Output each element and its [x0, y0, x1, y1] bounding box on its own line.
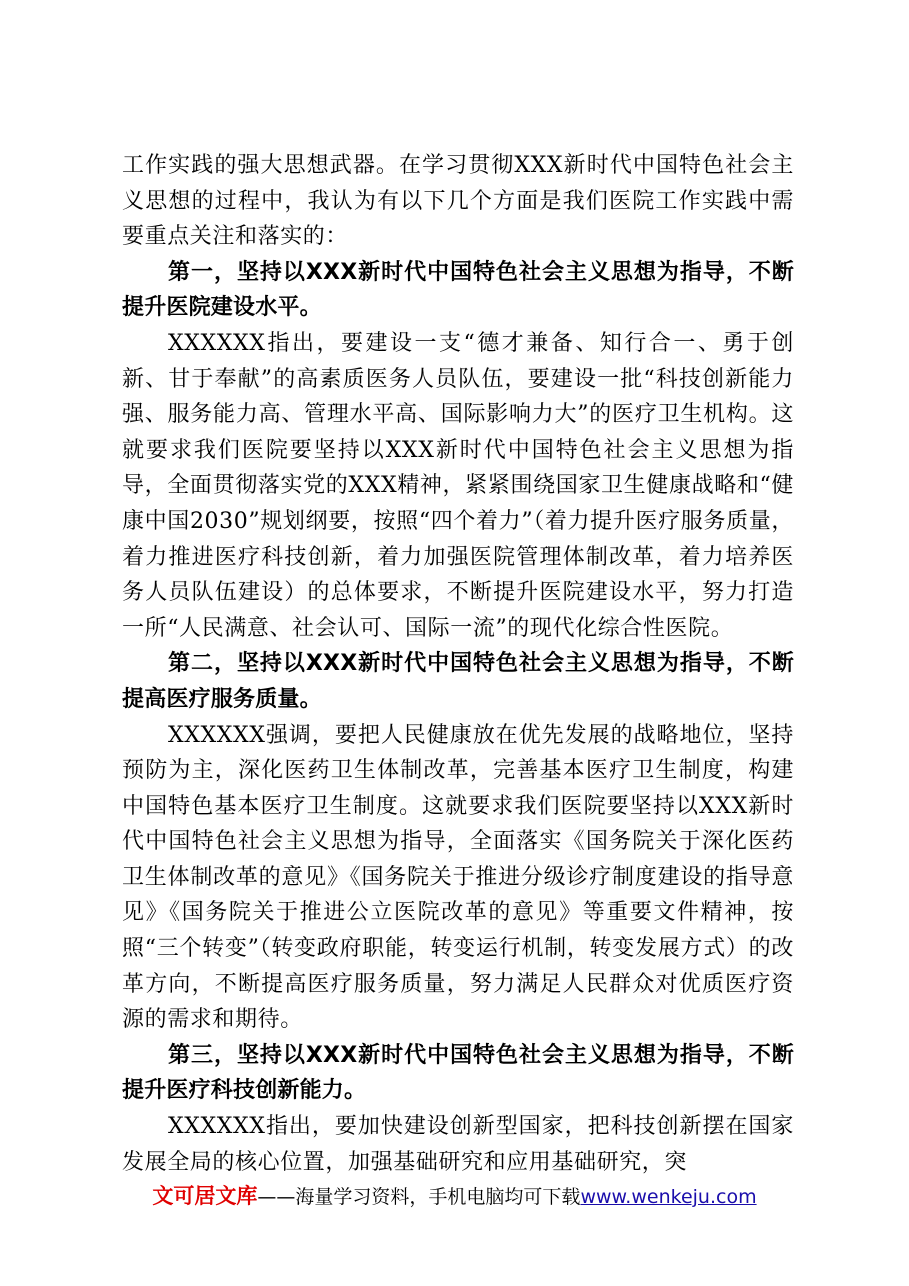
- section-heading-1: 第一，坚持以XXX新时代中国特色社会主义思想为指导，不断提升医院建设水平。: [122, 259, 794, 321]
- section-heading-3: 第三，坚持以XXX新时代中国特色社会主义思想为指导，不断提升医疗科技创新能力。: [122, 1042, 794, 1104]
- footer-site-link[interactable]: www.wenkeju.com: [580, 1186, 757, 1208]
- paragraph-section-1: XXXXXX指出，要建设一支“德才兼备、知行合一、勇于创新、甘于奉献”的高素质医务人员队伍，要建设一批“科技创新能力强、服务能力高、管理水平高、国际影响力大”的医疗卫生机构。这就要求我们医院要坚持以XXX新时代中国特色社会主义思想为指导，全面贯彻落实党的XXX精神，紧紧围绕国家卫生健康战略和“健康中国2030”规划纲要，按照“四个着力”（着力提升医疗服务质量，着力推进医疗科技创新，着力加强医院管理体制改革，着力培养医务人员队伍建设）的总体要求，不断提升医院建设水平，努力打造一所“人民满意、社会认可、国际一流”的现代化综合性医院。: [122, 330, 794, 641]
- footer-brand: 文可居文库: [152, 1184, 258, 1208]
- section-heading-2: 第二，坚持以XXX新时代中国特色社会主义思想为指导，不断提高医疗服务质量。: [122, 651, 794, 712]
- paragraph-section-2: XXXXXX强调，要把人民健康放在优先发展的战略地位，坚持预防为主，深化医药卫生体制改革，完善基本医疗卫生制度，构建中国特色基本医疗卫生制度。这就要求我们医院要坚持以XXX新时代中国特色社会主义思想为指导，全面落实《国务院关于深化医药卫生体制改革的意见》《国务院关于推进分级诊疗制度建设的指导意见》《国务院关于推进公立医院改革的意见》等重要文件精神，按照“三个转变”（转变政府职能，转变运行机制，转变发展方式）的改革方向，不断提高医疗服务质量，努力满足人民群众对优质医疗资源的需求和期待。: [122, 722, 794, 1033]
- paragraph-intro: 工作实践的强大思想武器。在学习贯彻XXX新时代中国特色社会主义思想的过程中，我认为有以下几个方面是我们医院工作实践中需要重点关注和落实的：: [122, 153, 794, 250]
- footer-watermark: [0, 1180, 909, 1210]
- document-body: [122, 148, 794, 1180]
- paragraph-section-3: XXXXXX指出，要加快建设创新型国家，把科技创新摆在国家发展全局的核心位置，加强基础研究和应用基础研究，突: [122, 1114, 794, 1175]
- footer-slogan: ——海量学习资料，手机电脑均可下载: [257, 1186, 581, 1208]
